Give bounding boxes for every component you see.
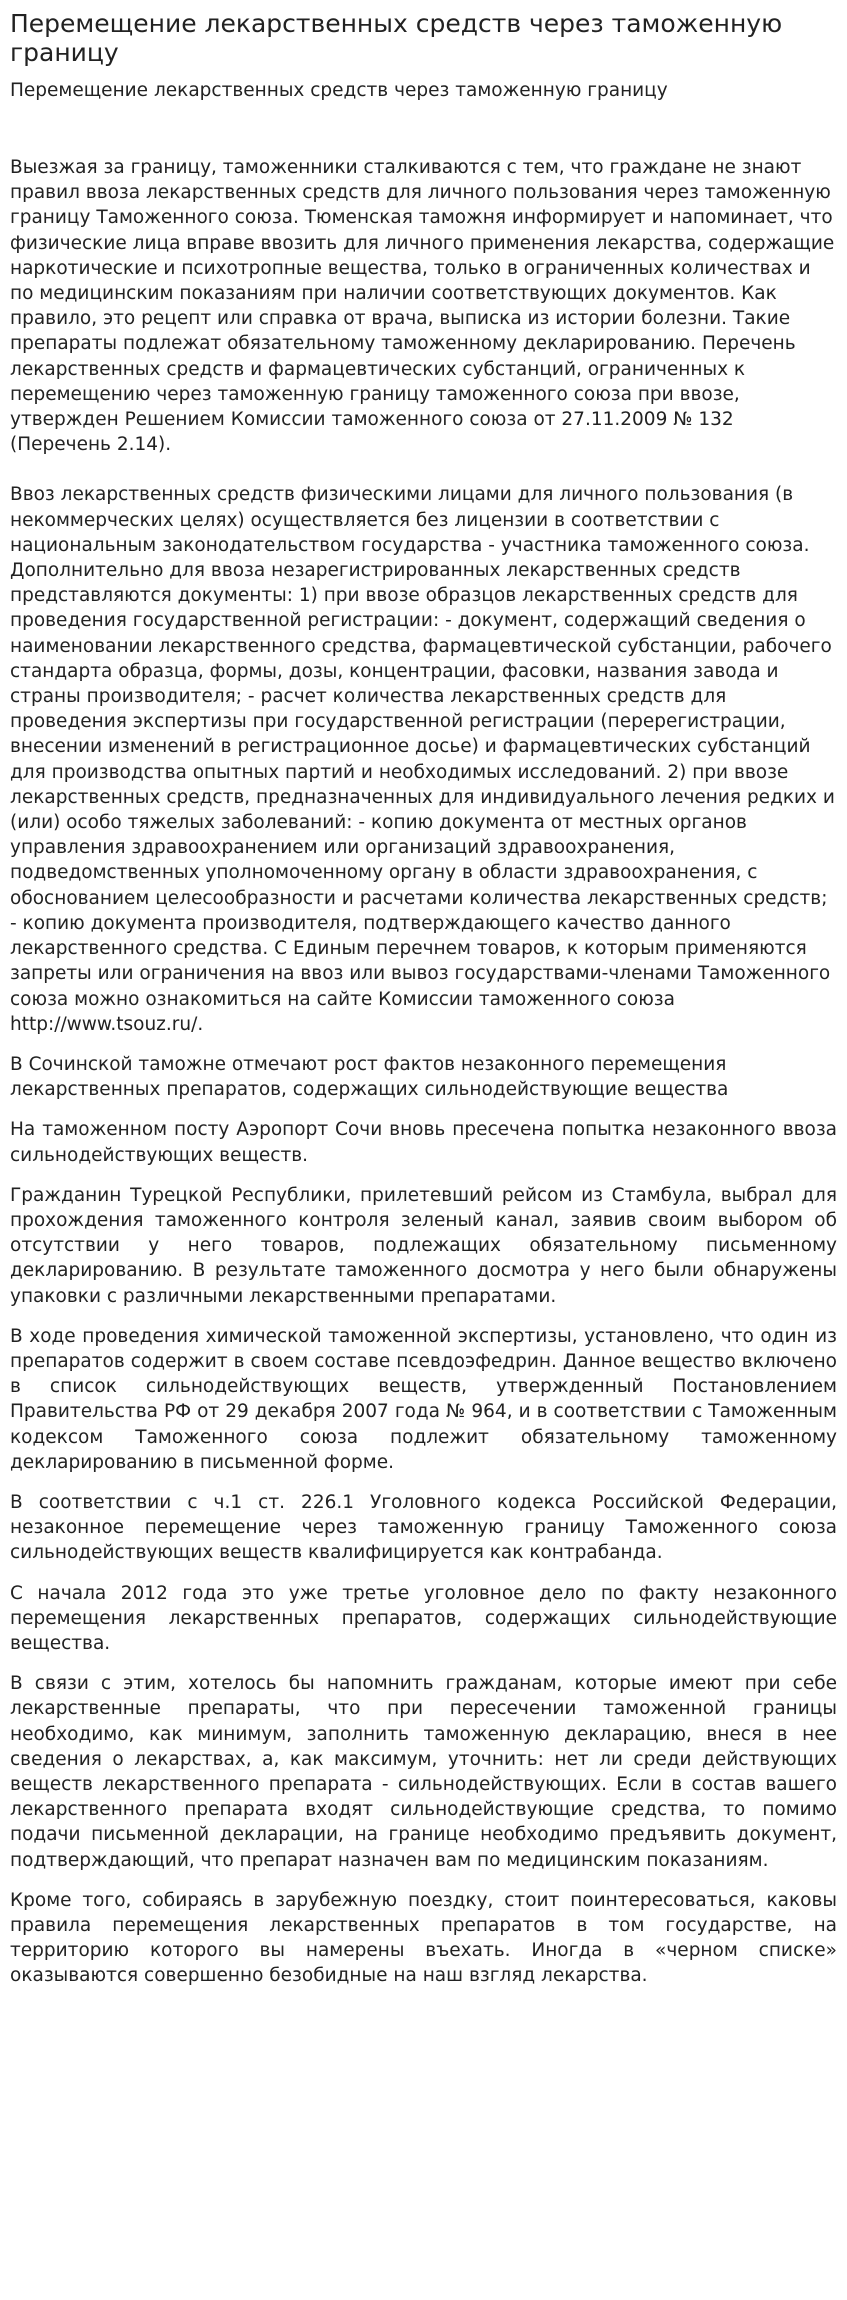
paragraph-airport: На таможенном посту Аэропорт Сочи вновь пресечена попытка незаконного ввоза сильнодействующих веществ.: [10, 1119, 837, 1166]
paragraph-import-rules: Ввоз лекарственных средств физическими лицами для личного пользования (в некоммерческих целях) осуществляется без лицензии в соответствии с национальным законодательством государства - участника таможенного союза. Дополнительно для ввоза незарегистрированных лекарственных средств представляются документы: 1) при ввозе образцов лекарственных средств для проведения государственной регистрации: - документ, содержащий сведения о наименовании лекарственного средства, фармацевтической субстанции, рабочего стандарта образца, формы, дозы, концентрации, фасовки, названия завода и страны производителя; - расчет количества лекарственных средств для проведения экспертизы при государственной регистрации (перерегистрации, внесении изменений в регистрационное досье) и фармацевтических субстанций для производства опытных партий и необходимых исследований. 2) при ввозе лекарственных средств, предназначенных для индивидуального лечения редких и (или) особо тяжелых заболеваний: - копию документа от местных органов управления здравоохранением или организаций здравоохранения, подведомственных уполномоченному органу в области здравоохранения, с обоснованием целесообразности и расчетами количества лекарственных средств; - копию документа производителя, подтверждающего качество данного лекарственного средства. С Единым перечнем товаров, к которым применяются запреты или ограничения на ввоз или вывоз государствами-членами Таможенного союза можно ознакомиться на сайте Комиссии таможенного союза http://www.tsouz.ru/.: [10, 484, 835, 1035]
paragraph-reminder: В связи с этим, хотелось бы напомнить гражданам, которые имеют при себе лекарственные препараты, что при пересечении таможенной границы необходимо, как минимум, заполнить таможенную декларацию, внеся в нее сведения о лекарствах, а, как максимум, уточнить: нет ли среди действующих веществ лекарственного препарата - сильнодействующих. Если в состав вашего лекарственного препарата входят сильнодействующие средства, то помимо подачи письменной декларации, на границе необходимо предъявить документ, подтверждающий, что препарат назначен вам по медицинским показаниям.: [10, 1673, 837, 1871]
spacer: [10, 103, 837, 155]
article-title: Перемещение лекарственных средств через таможенную границу: [10, 9, 783, 67]
paragraph-third-case: С начала 2012 года это уже третье уголовное дело по факту незаконного перемещения лекарственных препаратов, содержащих сильнодействующие вещества.: [10, 1582, 837, 1654]
paragraph-sochi-heading: В Сочинской таможне отмечают рост фактов незаконного перемещения лекарственных препаратов, содержащих сильнодействующие вещества: [10, 1053, 729, 1101]
paragraph-intro: Выезжая за границу, таможенники сталкиваются с тем, что граждане не знают правил ввоза лекарственных средств для личного пользования через таможенную границу Таможенного союза. Тюменская таможня информирует и напоминает, что физические лица вправе ввозить для личного применения лекарства, содержащие наркотические и психотропные вещества, только в ограниченных количествах и по медицинским показаниям при наличии соответствующих документов. Как правило, это рецепт или справка от врача, выписка из истории болезни. Такие препараты подлежат обязательному таможенному декларированию. Перечень лекарственных средств и фармацевтических субстанций, ограниченных к перемещению через таможенную границу таможенного союза при ввозе, утвержден Решением Комиссии таможенного союза от 27.11.2009 № 132 (Перечень 2.14).: [10, 157, 835, 456]
article-body: [10, 155, 837, 1989]
paragraph-expertise: В ходе проведения химической таможенной экспертизы, установлено, что один из препаратов содержит в своем составе псевдоэфедрин. Данное вещество включено в список сильнодействующих веществ, утвержденный Постановлением Правительства РФ от 29 декабря 2007 года № 964, и в соответствии с Таможенным кодексом Таможенного союза подлежит обязательному таможенному декларированию в письменной форме.: [10, 1325, 837, 1473]
article-subtitle: Перемещение лекарственных средств через таможенную границу: [10, 80, 668, 101]
paragraph-blacklist: Кроме того, собираясь в зарубежную поездку, стоит поинтересоваться, каковы правила перемещения лекарственных препаратов в том государстве, на территорию которого вы намерены въехать. Иногда в «черном списке» оказываются совершенно безобидные на наш взгляд лекарства.: [10, 1889, 837, 1987]
paragraph-turkish-citizen: Гражданин Турецкой Республики, прилетевший рейсом из Стамбула, выбрал для прохождения таможенного контроля зеленый канал, заявив своим выбором об отсутствии у него товаров, подлежащих обязательному письменному декларированию. В результате таможенного досмотра у него были обнаружены упаковки с различными лекарственными препаратами.: [10, 1184, 837, 1307]
paragraph-criminal-code: В соответствии с ч.1 ст. 226.1 Уголовного кодекса Российской Федерации, незаконное перемещение через таможенную границу Таможенного союза сильнодействующих веществ квалифицируется как контрабанда.: [10, 1491, 837, 1564]
paragraph-gap: [10, 457, 837, 482]
